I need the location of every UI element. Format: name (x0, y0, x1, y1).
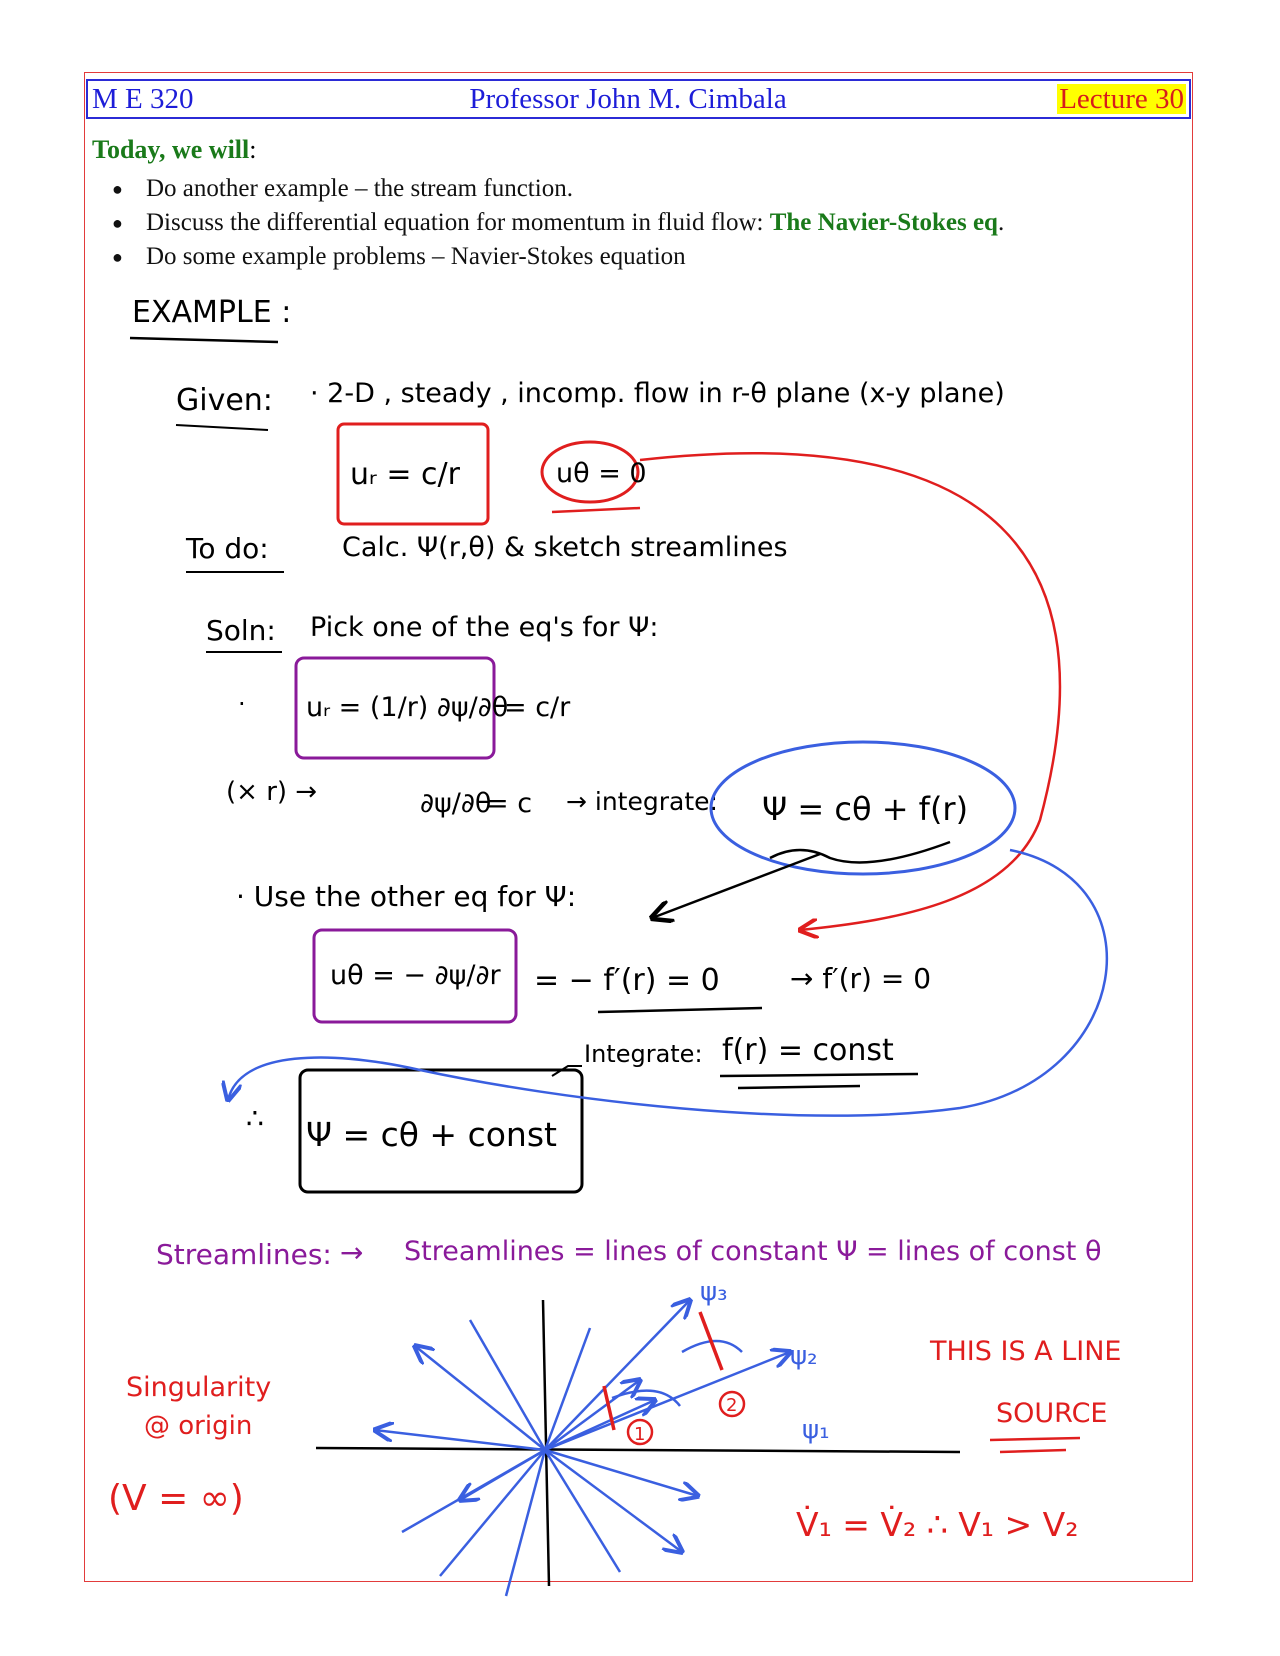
eq1-rhs: = c/r (504, 692, 571, 723)
streamline-ray (545, 1352, 790, 1450)
use-other: · Use the other eq for Ψ: (236, 880, 577, 913)
eq2-mid: = − f′(r) = 0 (534, 963, 720, 998)
f-const: f(r) = const (722, 1033, 894, 1068)
soln-text: Pick one of the eq's for Ψ: (310, 612, 659, 643)
streamlines-arrow: → (340, 1236, 364, 1269)
bullet-dot: · (238, 690, 246, 718)
line-source-note-2: SOURCE (996, 1398, 1108, 1429)
eq1-lhs: uᵣ = (1/r) ∂ψ/∂θ (306, 692, 509, 723)
streamline-ray (375, 1430, 545, 1450)
utheta-underline (552, 508, 640, 512)
professor-name: Professor John M. Cimbala (469, 83, 787, 115)
integrate-1: → integrate: (566, 787, 718, 816)
ur-given-eq: uᵣ = c/r (350, 457, 460, 492)
given-text: · 2-D , steady , incomp. flow in r-θ plane (x-y plane) (310, 378, 1005, 409)
todo-text: Calc. Ψ(r,θ) & sketch streamlines (342, 532, 788, 563)
section-1-label: 1 (634, 1424, 646, 1445)
agenda-item-emphasis: The Navier-Stokes eq (769, 209, 998, 236)
integrate-2: Integrate: (584, 1040, 703, 1068)
flow-relation: V̇₁ = V̇₂ ∴ V₁ > V₂ (796, 1505, 1079, 1544)
streamline-ray (545, 1300, 690, 1450)
soln-label: Soln: (206, 614, 276, 647)
f-const-underline (720, 1074, 918, 1088)
therefore-symbol: ∴ (246, 1102, 264, 1135)
agenda-item-text: Do some example problems – Navier-Stokes equation (146, 243, 686, 270)
streamline-ray (402, 1450, 545, 1532)
psi-result-underline (770, 842, 950, 862)
black-arrow (652, 854, 820, 918)
final-eq: Ψ = cθ + const (306, 1115, 557, 1154)
singularity-note-2: @ origin (144, 1411, 253, 1441)
utheta-given-eq: uθ = 0 (556, 458, 647, 489)
singularity-note-1: Singularity (126, 1372, 272, 1403)
section-2-label: 2 (726, 1395, 738, 1416)
eq2-underline (598, 1008, 762, 1012)
eq2-lhs: uθ = − ∂ψ/∂r (330, 960, 501, 991)
agenda-item-text: Do another example – the stream function. (146, 175, 573, 202)
streamline-ray (470, 1320, 545, 1450)
streamline-ray (545, 1380, 640, 1450)
psi-1-label: ψ₁ (802, 1415, 830, 1445)
line-source-diagram (316, 1277, 960, 1596)
given-label: Given: (176, 383, 273, 418)
red-connector-arrow (640, 453, 1060, 930)
psi-3-label: ψ₃ (700, 1277, 728, 1307)
line-source-note-1: THIS IS A LINE (930, 1336, 1122, 1367)
times-r: (× r) → (226, 777, 318, 807)
intro-colon: : (249, 135, 257, 164)
streamlines-label: Streamlines: (156, 1238, 332, 1271)
dpsi-dtheta: ∂ψ/∂θ (420, 788, 492, 819)
eq2-right: → f′(r) = 0 (790, 962, 932, 995)
x-axis (316, 1448, 960, 1452)
source-underline (990, 1438, 1080, 1452)
intro-heading-text: Today, we will (92, 135, 250, 164)
streamline-ray (545, 1450, 682, 1552)
example-title: EXAMPLE : (132, 295, 292, 330)
todo-label: To do: (186, 532, 269, 565)
agenda-item-text: Discuss the differential equation for momentum in fluid flow: (146, 209, 770, 236)
streamline-ray (415, 1346, 545, 1450)
agenda-item-tail: . (997, 209, 1005, 236)
given-underline (176, 425, 268, 430)
eq-c: = c (486, 788, 533, 819)
psi-result-1: Ψ = cθ + f(r) (762, 790, 969, 828)
bullet-icon: ● (112, 247, 123, 267)
bullet-icon: ● (112, 179, 123, 199)
course-code: M E 320 (92, 83, 194, 115)
singularity-note-3: (V = ∞) (108, 1478, 244, 1519)
psi-2-label: ψ₂ (790, 1341, 818, 1371)
bullet-icon: ● (112, 213, 123, 233)
lecture-number: Lecture 30 (1059, 83, 1184, 115)
streamlines-text: Streamlines = lines of constant Ψ = lines of const θ (404, 1236, 1102, 1267)
example-underline (130, 338, 278, 342)
